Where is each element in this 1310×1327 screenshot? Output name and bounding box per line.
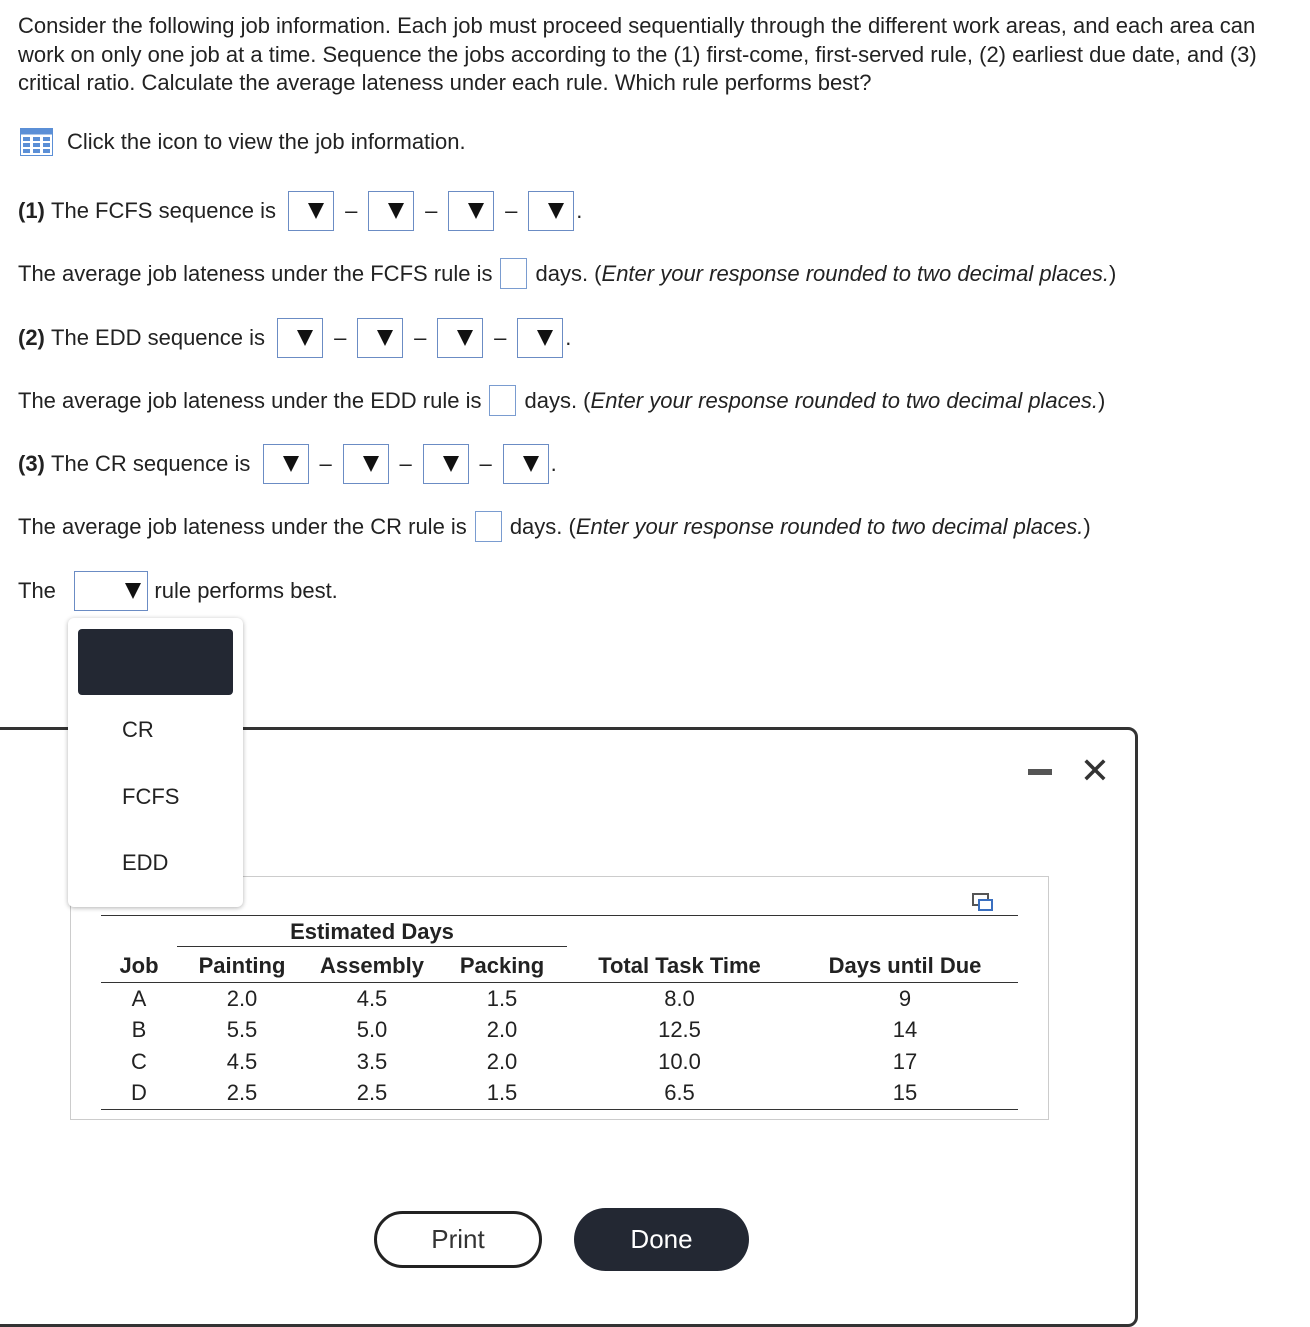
best-rule-label: rule performs best. bbox=[154, 578, 338, 603]
dropdown-arrow-icon bbox=[523, 456, 539, 472]
cell: 5.0 bbox=[356, 1017, 388, 1043]
dropdown-arrow-icon bbox=[283, 456, 299, 472]
job-info-link[interactable] bbox=[20, 128, 466, 156]
menu-option-cr[interactable]: CR bbox=[122, 717, 154, 742]
cr-dropdown-2[interactable] bbox=[343, 444, 389, 484]
job-info-table bbox=[101, 915, 1018, 1110]
fcfs-average-input[interactable] bbox=[500, 258, 527, 289]
col-header-painting: Painting bbox=[177, 949, 307, 983]
dash: – bbox=[319, 451, 332, 476]
dropdown-arrow-icon bbox=[308, 203, 324, 219]
edd-average-input[interactable] bbox=[489, 385, 516, 416]
cell: 8.0 bbox=[664, 985, 695, 1011]
minimize-button[interactable] bbox=[1028, 769, 1052, 775]
days-label: days. ( bbox=[535, 260, 602, 286]
fcfs-sequence-row bbox=[18, 191, 582, 231]
fcfs-sequence-label: The FCFS sequence is bbox=[51, 198, 276, 223]
close-paren: ) bbox=[1083, 513, 1091, 539]
table-row bbox=[101, 1078, 1018, 1110]
close-paren: ) bbox=[1098, 387, 1106, 413]
days-label: days. ( bbox=[524, 387, 591, 413]
cr-dropdown-1[interactable] bbox=[263, 444, 309, 484]
cell: C bbox=[131, 1048, 147, 1074]
icon-hint-text: Click the icon to view the job information. bbox=[67, 129, 466, 154]
col-header-days-until-due: Days until Due bbox=[792, 949, 1018, 983]
menu-option-edd[interactable]: EDD bbox=[122, 850, 169, 875]
dash: – bbox=[334, 325, 347, 350]
dash: – bbox=[399, 451, 412, 476]
dash: – bbox=[494, 325, 507, 350]
cell: 4.5 bbox=[356, 985, 388, 1011]
edd-average-row bbox=[18, 385, 1105, 416]
menu-option-fcfs[interactable]: FCFS bbox=[122, 784, 180, 809]
dropdown-arrow-icon bbox=[537, 330, 553, 346]
menu-highlighted-option[interactable] bbox=[78, 629, 233, 695]
close-button[interactable] bbox=[1078, 750, 1112, 791]
table-row bbox=[101, 1015, 1018, 1047]
round-hint: Enter your response rounded to two decimal places. bbox=[601, 260, 1110, 286]
fcfs-average-row bbox=[18, 258, 1116, 289]
dropdown-arrow-icon bbox=[125, 583, 141, 599]
cr-sequence-label: The CR sequence is bbox=[51, 451, 251, 476]
days-label: days. ( bbox=[509, 513, 576, 539]
cr-sequence-row bbox=[18, 444, 557, 484]
cell: A bbox=[131, 985, 147, 1011]
dropdown-arrow-icon bbox=[363, 456, 379, 472]
dash: – bbox=[505, 198, 518, 223]
col-header-assembly: Assembly bbox=[307, 949, 437, 983]
best-rule-dropdown[interactable] bbox=[74, 571, 148, 611]
estimated-days-header: Estimated Days bbox=[177, 916, 567, 950]
dropdown-arrow-icon bbox=[297, 330, 313, 346]
done-button[interactable]: Done bbox=[574, 1208, 749, 1271]
round-hint: Enter your response rounded to two decimal places. bbox=[575, 513, 1084, 539]
fcfs-dropdown-2[interactable] bbox=[368, 191, 414, 231]
edd-sequence-label: The EDD sequence is bbox=[51, 325, 266, 350]
print-button[interactable]: Print bbox=[374, 1211, 542, 1268]
cr-dropdown-4[interactable] bbox=[503, 444, 549, 484]
cr-number: (3) bbox=[18, 451, 45, 476]
dropdown-arrow-icon bbox=[548, 203, 564, 219]
period: . bbox=[565, 325, 572, 350]
edd-dropdown-2[interactable] bbox=[357, 318, 403, 358]
cell: 2.0 bbox=[486, 1048, 518, 1074]
dash: – bbox=[479, 451, 492, 476]
cell: 4.5 bbox=[226, 1048, 258, 1074]
question-text: Consider the following job information. Each job must proceed sequentially through the different work areas, and each area can work on only one job at a time. Sequence the jobs according to the (1) first-come, first-served rule, (2) earliest due date, and (3) critical ratio. Calculate the average lateness under each rule. Which rule performs best? bbox=[18, 13, 1257, 95]
fcfs-dropdown-3[interactable] bbox=[448, 191, 494, 231]
cr-average-input[interactable] bbox=[475, 511, 502, 542]
cell: 9 bbox=[898, 985, 912, 1011]
dropdown-arrow-icon bbox=[457, 330, 473, 346]
edd-sequence-row bbox=[18, 318, 571, 358]
cell: 12.5 bbox=[658, 1017, 701, 1043]
cell: 2.5 bbox=[307, 1078, 437, 1110]
cell: 2.5 bbox=[177, 1078, 307, 1110]
edd-average-label: The average job lateness under the EDD rule is bbox=[18, 387, 482, 413]
header-spacer bbox=[792, 916, 1018, 950]
fcfs-average-label: The average job lateness under the FCFS rule is bbox=[18, 260, 493, 286]
dropdown-arrow-icon bbox=[468, 203, 484, 219]
period: . bbox=[550, 451, 557, 476]
cell: 5.5 bbox=[226, 1017, 258, 1043]
cr-dropdown-3[interactable] bbox=[423, 444, 469, 484]
copy-icon[interactable] bbox=[972, 893, 994, 913]
cell: D bbox=[101, 1078, 177, 1110]
header-spacer bbox=[101, 916, 177, 950]
period: . bbox=[576, 198, 583, 223]
dash: – bbox=[414, 325, 427, 350]
table-icon[interactable] bbox=[20, 128, 53, 156]
cell: 15 bbox=[792, 1078, 1018, 1110]
cell: 2.0 bbox=[486, 1017, 518, 1043]
cell: 17 bbox=[892, 1048, 918, 1074]
cell: 3.5 bbox=[356, 1048, 388, 1074]
table-row bbox=[101, 1046, 1018, 1078]
round-hint: Enter your response rounded to two decimal places. bbox=[590, 387, 1099, 413]
edd-dropdown-4[interactable] bbox=[517, 318, 563, 358]
dropdown-arrow-icon bbox=[388, 203, 404, 219]
fcfs-number: (1) bbox=[18, 198, 45, 223]
cell: 10.0 bbox=[658, 1048, 701, 1074]
cell: 14 bbox=[892, 1017, 918, 1043]
the-label: The bbox=[18, 578, 56, 603]
cr-average-label: The average job lateness under the CR rule is bbox=[18, 513, 467, 539]
best-rule-row bbox=[18, 571, 338, 611]
best-rule-dropdown-menu bbox=[68, 618, 243, 907]
cell: 6.5 bbox=[567, 1078, 792, 1110]
col-header-packing: Packing bbox=[437, 949, 567, 983]
cell: B bbox=[131, 1017, 147, 1043]
edd-number: (2) bbox=[18, 325, 45, 350]
cell: 2.0 bbox=[226, 985, 258, 1011]
dropdown-arrow-icon bbox=[377, 330, 393, 346]
cell: 1.5 bbox=[486, 985, 518, 1011]
col-header-job: Job bbox=[101, 949, 177, 983]
header-spacer bbox=[567, 916, 792, 950]
fcfs-dropdown-4[interactable] bbox=[528, 191, 574, 231]
edd-dropdown-3[interactable] bbox=[437, 318, 483, 358]
close-icon[interactable]: ✕ bbox=[1079, 750, 1111, 791]
fcfs-dropdown-1[interactable] bbox=[288, 191, 334, 231]
col-header-total-task-time: Total Task Time bbox=[567, 949, 792, 983]
dash: – bbox=[345, 198, 358, 223]
dash: – bbox=[425, 198, 438, 223]
cr-average-row bbox=[18, 511, 1091, 542]
dropdown-arrow-icon bbox=[443, 456, 459, 472]
cell: 1.5 bbox=[437, 1078, 567, 1110]
table-row bbox=[101, 983, 1018, 1015]
edd-dropdown-1[interactable] bbox=[277, 318, 323, 358]
close-paren: ) bbox=[1109, 260, 1117, 286]
